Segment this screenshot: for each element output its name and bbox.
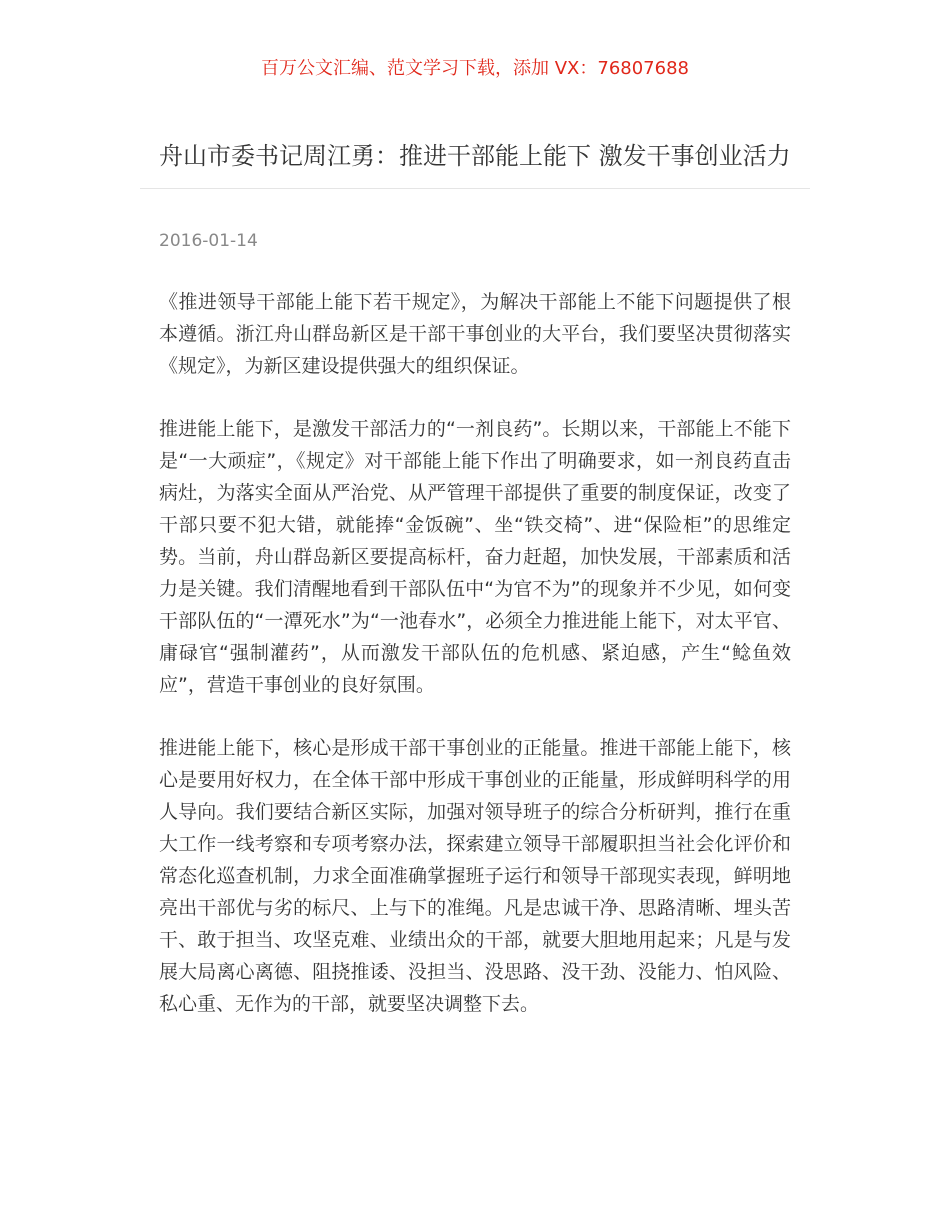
paragraph-3: 推进能上能下，核心是形成干部干事创业的正能量。推进干部能上能下，核心是要用好权力，在全体干部中形成干事创业的正能量，形成鲜明科学的用人导向。我们要结合新区实际，加强对领导班子的综合分析研判，推行在重大工作一线考察和专项考察办法，探索建立领导干部履职担当社会化评价和常态化巡查机制，力求全面准确掌握班子运行和领导干部现实表现，鲜明地亮出干部优与劣的标尺、上与下的准绳。凡是忠诚干净、思路清晰、埋头苦干、敢于担当、攻坚克难、业绩出众的干部，就要大胆地用起来；凡是与发展大局离心离德、阻挠推诿、没担当、没思路、没干劲、没能力、怕风险、私心重、无作为的干部，就要坚决调整下去。 — [159, 737, 791, 1015]
paragraph-1: 《推进领导干部能上能下若干规定》，为解决干部能上不能下问题提供了根本遵循。浙江舟山群岛新区是干部干事创业的大平台，我们要坚决贯彻落实《规定》，为新区建设提供强大的组织保证。 — [159, 291, 791, 377]
publish-date: 2016-01-14 — [159, 231, 258, 251]
promo-banner: 百万公文汇编、范文学习下载，添加 VX：76807688 — [261, 58, 689, 79]
article — [140, 134, 810, 1051]
paragraph-2: 推进能上能下，是激发干部活力的“一剂良药”。长期以来，干部能上不能下是“一大顽症”，《规定》对干部能上能下作出了明确要求，如一剂良药直击病灶，为落实全面从严治党、从严管理干部提供了重要的制度保证，改变了干部只要不犯大错，就能捧“金饭碗”、坐“铁交椅”、进“保险柜”的思维定势。当前，舟山群岛新区要提高标杆，奋力赶超，加快发展，干部素质和活力是关键。我们清醒地看到干部队伍中“为官不为”的现象并不少见，如何变干部队伍的“一潭死水”为“一池春水”，必须全力推进能上能下，对太平官、庸碌官“强制灌药”，从而激发干部队伍的危机感、紧迫感，产生“鲶鱼效应”，营造干事创业的良好氛围。 — [159, 418, 791, 696]
article-body — [159, 286, 791, 1020]
article-title: 舟山市委书记周江勇：推进干部能上能下 激发干事创业活力 — [140, 134, 810, 189]
